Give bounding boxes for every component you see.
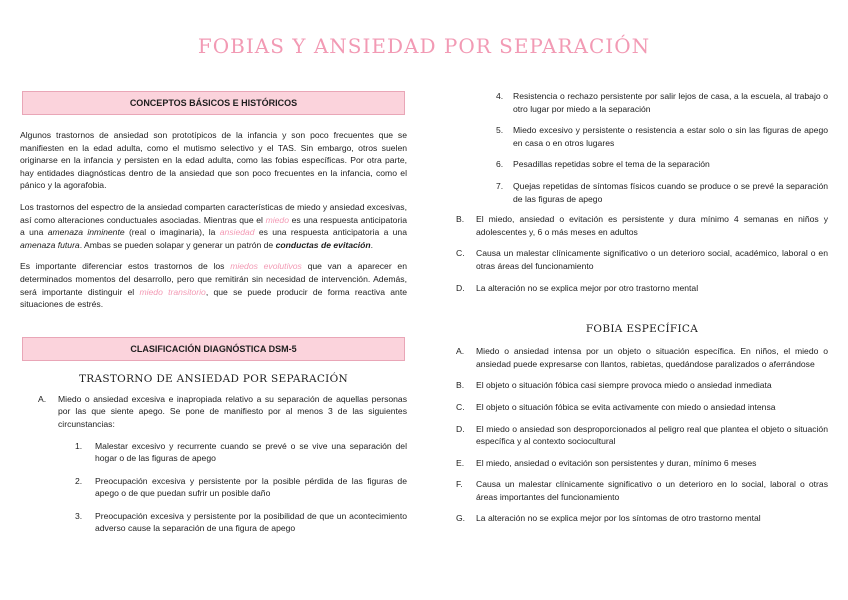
criterion-item: [456, 423, 828, 448]
term-amenaza-futura: amenaza futura: [20, 239, 80, 250]
list-item-number: 7.: [496, 180, 504, 191]
subheading-fobia-especifica: FOBIA ESPECÍFICA: [585, 323, 699, 336]
criterion-marker: E.: [456, 457, 465, 468]
term-conductas-evitacion: conductas de evitación: [275, 239, 371, 250]
criterion-text: La alteración no se explica mejor por los síntomas de otro trastorno mental: [476, 513, 761, 524]
list-item: [75, 440, 407, 465]
list-item: [496, 124, 828, 149]
list-item-number: 5.: [496, 125, 504, 136]
list-item-text: Preocupación excesiva y persistente por la posibilidad de que un acontecimiento adverso cause la separación de una figura de apego: [95, 510, 407, 534]
criterion-marker: A.: [38, 393, 47, 404]
paragraph-intro: Algunos trastornos de ansiedad son prototípicos de la infancia y son poco frecuentes que se manifiesten en la edad adulta, como el mutismo selectivo y el TAS. Sin embargo, otros suelen originarse en la infancia y persisten en la edad adulta, como las fobias específicas. Por otra parte, hay entidades diagnósticas dentro de la ansiedad que son poco frecuentes en la infancia, como el pánico y la agorafobia.: [20, 130, 407, 191]
criterion-item: [456, 345, 828, 370]
list-item-text: Preocupación excesiva y persistente por la posible pérdida de las figuras de apego o de que puedan sufrir un posible daño: [95, 475, 407, 499]
left-numbered-list: [20, 440, 407, 536]
p2-text-e: . Ambas se pueden solapar y generar un patrón de: [79, 239, 276, 250]
p2-text-c: (real o imaginaria), la: [124, 227, 220, 238]
list-item-number: 1.: [75, 440, 83, 451]
fobia-criteria-list: [456, 345, 828, 525]
p2-text-a: Los trastornos del espectro de la ansiedad comparten características de miedo y ansiedad excesivas, así como alteraciones conductuales asociadas. Mientras que el: [20, 201, 407, 225]
list-item-number: 4.: [496, 91, 504, 101]
criterion-marker: F.: [456, 479, 463, 490]
p3-text-c: , que se puede producir de forma reactiva ante situaciones de estrés.: [20, 286, 407, 310]
paragraph-diferenciar: [20, 260, 407, 310]
criterion-text: Miedo o ansiedad intensa por un objeto o situación específica. En niños, el miedo o ansiedad puede expresarse con llantos, rabietas, quedándose paralizados o aferrándose: [476, 346, 828, 369]
list-item: [75, 475, 407, 500]
criterion-a: [20, 393, 407, 431]
p3-text-b: que van a aparecer en determinados momentos del desarrollo, pero que remitirán sin necesidad de intervención. Además, será importante distinguir el: [20, 261, 407, 297]
criterion-item: [456, 401, 828, 414]
term-amenaza-inminente: amenaza inminente: [47, 227, 125, 238]
p3-text-a: Es importante diferenciar estos trastornos de los: [20, 261, 231, 272]
right-criteria-list: [456, 213, 828, 294]
criterion-item: [456, 478, 828, 503]
criterion-item: [456, 457, 828, 470]
list-item-number: 6.: [496, 159, 504, 170]
criterion-item: [456, 282, 828, 295]
section-header-clasificacion: CLASIFICACIÓN DIAGNÓSTICA DSM-5: [22, 337, 405, 361]
criterion-item: [456, 379, 828, 392]
term-ansiedad: ansiedad: [219, 227, 255, 238]
criterion-item: [456, 512, 828, 525]
criterion-marker: D.: [456, 282, 465, 293]
section-header-conceptos: CONCEPTOS BÁSICOS E HISTÓRICOS: [22, 91, 405, 115]
term-miedo-transitorio: miedo transitorio: [139, 286, 206, 297]
list-item-number: 2.: [75, 475, 83, 486]
term-miedo: miedo: [265, 214, 289, 225]
right-column: [456, 90, 828, 525]
list-item-text: Quejas repetidas de síntomas físicos cuando se produce o se prevé la separación de las figuras de apego: [513, 180, 828, 204]
criterion-marker: A.: [456, 346, 465, 357]
criterion-item: [456, 247, 828, 272]
criterion-item: [456, 213, 828, 238]
p2-text-f: .: [370, 239, 374, 250]
right-numbered-list: [456, 90, 828, 205]
term-miedos-evolutivos: miedos evolutivos: [230, 261, 302, 272]
criterion-text: Causa un malestar clínicamente significativo o un deterioro en lo social, laboral o otras áreas importantes del funcionamiento: [476, 479, 828, 502]
subheading-ansiedad-separacion: TRASTORNO DE ANSIEDAD POR SEPARACIÓN: [78, 372, 348, 385]
criterion-text: La alteración no se explica mejor por otro trastorno mental: [476, 282, 699, 293]
list-item-text: Pesadillas repetidas sobre el tema de la separación: [513, 159, 710, 170]
list-item: [496, 90, 828, 115]
list-item-text: Miedo excesivo y persistente o resistencia a estar solo o sin las figuras de apego en casa o en otros lugares: [513, 125, 828, 148]
criterion-marker: B.: [456, 380, 465, 391]
criterion-marker: D.: [456, 423, 465, 434]
list-item-text: Resistencia o rechazo persistente por salir lejos de casa, a la escuela, al trabajo o otro lugar por miedo a la separación: [513, 91, 828, 114]
criterion-marker: C.: [456, 248, 465, 259]
paragraph-espectro: [20, 201, 407, 251]
list-item-text: Malestar excesivo y recurrente cuando se prevé o se vive una separación del hogar o de las figuras de apego: [95, 440, 407, 464]
criterion-marker: G.: [456, 513, 466, 524]
criterion-marker: B.: [456, 214, 465, 225]
criterion-text: Causa un malestar clínicamente significativo o un deterioro social, académico, laboral o en otras áreas del funcionamiento: [476, 248, 828, 271]
criterion-text: El miedo o ansiedad son desproporcionados al peligro real que plantea el objeto o situación específica y al contexto sociocultural: [476, 423, 828, 447]
list-item: [75, 510, 407, 535]
p2-text-d: es una respuesta anticipatoria a una: [254, 227, 407, 238]
list-item: [496, 158, 828, 171]
list-item-number: 3.: [75, 510, 83, 521]
left-column: [20, 91, 407, 535]
p2-text-b: es una respuesta anticipatoria a una: [20, 214, 407, 238]
criterion-text: El miedo, ansiedad o evitación es persistente y dura mínimo 4 semanas en niños y adolescentes y, 6 o más meses en adultos: [476, 214, 828, 237]
list-item: [496, 180, 828, 205]
criterion-text: El objeto o situación fóbica se evita activamente con miedo o ansiedad intensa: [476, 401, 776, 412]
criterion-text: Miedo o ansiedad excesiva e inapropiada relativo a su separación de aquellas personas por las que siente apego. Se pone de manifiesto por al menos 3 de las siguientes circunstancias:: [58, 393, 407, 429]
criterion-text: El miedo, ansiedad o evitación son persistentes y duran, mínimo 6 meses: [476, 457, 757, 468]
criterion-text: El objeto o situación fóbica casi siempre provoca miedo o ansiedad inmediata: [476, 380, 772, 391]
criterion-marker: C.: [456, 401, 465, 412]
page-title: FOBIAS Y ANSIEDAD POR SEPARACIÓN: [197, 34, 651, 58]
